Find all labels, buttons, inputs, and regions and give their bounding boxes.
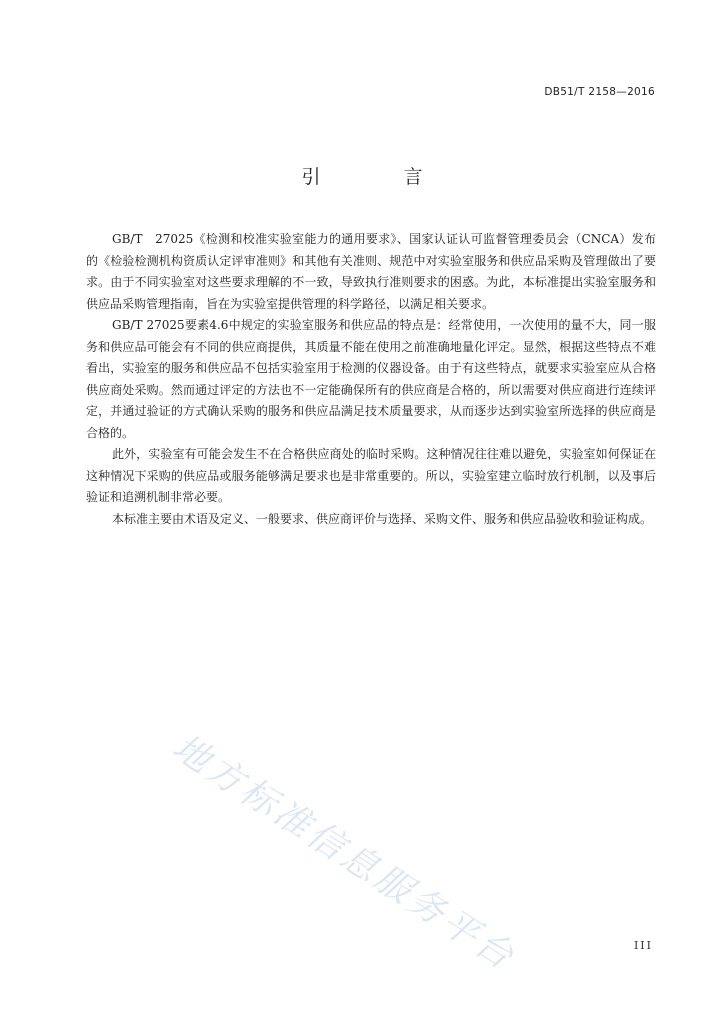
paragraph: GB/T 27025要素4.6中规定的实验室服务和供应品的特点是：经常使用，一次使用的量不大，同一服务和供应品可能会有不同的供应商提供，其质量不能在使用之前准确地量化评定。显然，根据这些特点不难看出，实验室的服务和供应品不包括实验室用于检测的仪器设备。由于有这些特点，就要求实验室应从合格供应商处采购。然而通过评定的方法也不一定能确保所有的供应商是合格的，所以需要对供应商进行连续评定，并通过验证的方式确认采购的服务和供应品满足技术质量要求，从而逐步达到实验室所选择的供应商是合格的。 [86,318,656,440]
body-text [86,229,656,530]
section-title: 引 言 [301,166,455,188]
paragraph: 此外，实验室有可能会发生不在合格供应商处的临时采购。这种情况往往难以避免，实验室如何保证在这种情况下采购的供应品或服务能够满足要求也是非常重要的。所以，实验室建立临时放行机制，以及事后验证和追溯机制非常必要。 [86,447,656,504]
watermark: 地方标准信息服务平台 [165,726,524,980]
paragraph: 本标准主要由术语及定义、一般要求、供应商评价与选择、采购文件、服务和供应品验收和验证构成。 [112,511,653,526]
paragraph: GB/T 27025《检测和校准实验室能力的通用要求》、国家认证认可监督管理委员会（CNCA）发布的《检验检测机构资质认定评审准则》和其他有关准则、规范中对实验室服务和供应品采购及管理做出了要求。由于不同实验室对这些要求理解的不一致，导致执行准则要求的困惑。为此，本标准提出实验室服务和供应品采购管理指南，旨在为实验室提供管理的科学路径，以满足相关要求。 [86,232,656,311]
standard-code: DB51/T 2158—2016 [544,86,655,98]
page-number: III [633,939,653,952]
